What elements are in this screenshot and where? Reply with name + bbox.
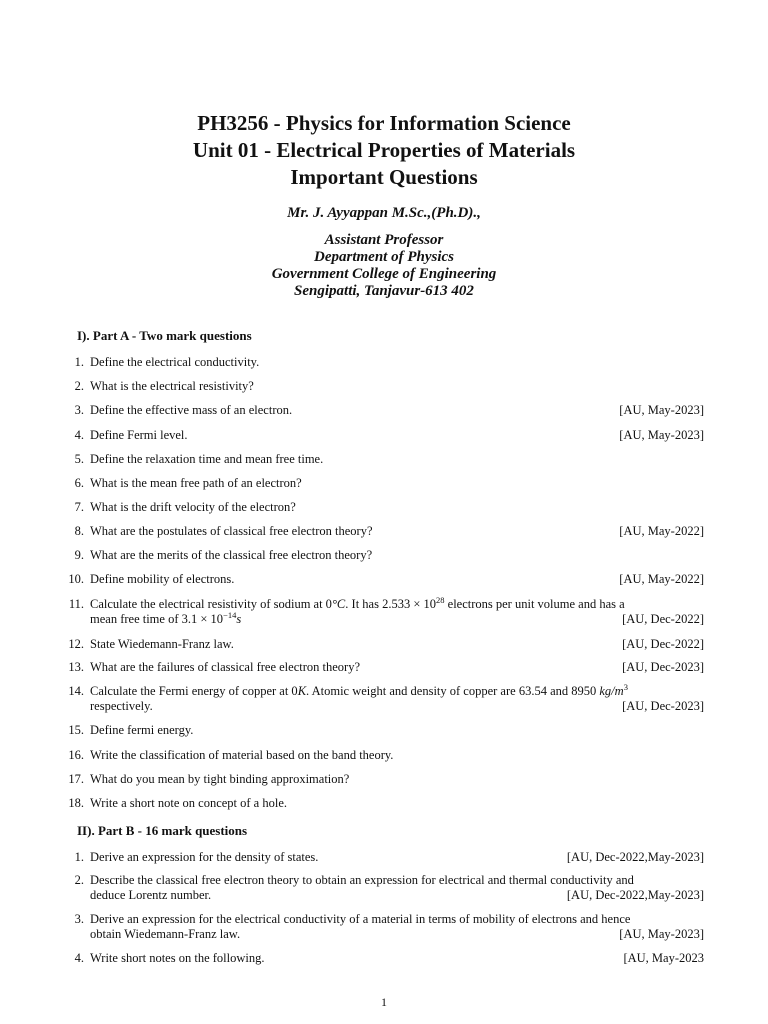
exam-tag: [AU, May-2023 bbox=[623, 951, 704, 965]
page-number: 1 bbox=[381, 995, 387, 1009]
affiliation-line: Government College of Engineering bbox=[271, 266, 497, 282]
exam-tag: [AU, May-2023] bbox=[619, 428, 704, 442]
question-line: Describe the classical free electron theory to obtain an expression for electrical and thermal conductivity and bbox=[90, 873, 634, 887]
question-item: 12. [AU, Dec-2022] State Wiedemann-Franz law. bbox=[68, 637, 704, 651]
exam-tag: [AU, Dec-2023] bbox=[622, 699, 704, 713]
question-item: 9. What are the merits of the classical free electron theory? bbox=[74, 548, 373, 562]
part-a-heading: I). Part A - Two mark questions bbox=[77, 328, 252, 343]
affiliation-line: Assistant Professor bbox=[324, 232, 444, 248]
author: Mr. J. Ayyappan M.Sc.,(Ph.D)., bbox=[287, 205, 481, 221]
question-item: 8. [AU, May-2022] What are the postulates of classical free electron theory? bbox=[74, 524, 704, 538]
exam-tag: [AU, May-2022] bbox=[619, 572, 704, 586]
question-item: 7. What is the drift velocity of the electron? bbox=[74, 500, 296, 514]
exam-tag: [AU, Dec-2022,May-2023] bbox=[566, 850, 704, 864]
affiliation-line: Sengipatti, Tanjavur-613 402 bbox=[294, 283, 474, 299]
question-item: 1. [AU, Dec-2022,May-2023] Derive an expression for the density of states. bbox=[74, 850, 704, 864]
question-item: 17. What do you mean by tight binding approximation? bbox=[68, 772, 350, 786]
exam-tag: [AU, May-2022] bbox=[619, 524, 704, 538]
exam-tag: [AU, Dec-2022] bbox=[622, 637, 704, 651]
exam-tag: [AU, Dec-2022] bbox=[622, 612, 704, 626]
subtitle: Important Questions bbox=[290, 165, 478, 189]
unit-title: Unit 01 - Electrical Properties of Materials bbox=[192, 138, 576, 162]
question-line: [AU, Dec-2022] mean free time of $3.1 \times 10^{-14}s$ bbox=[90, 612, 704, 626]
question-item: 15. Define fermi energy. bbox=[68, 723, 194, 737]
exam-tag: [AU, Dec-2022,May-2023] bbox=[566, 888, 704, 902]
exam-tag: [AU, May-2023] bbox=[619, 927, 704, 941]
affiliation bbox=[0, 232, 768, 300]
question-item: 14. Calculate the Fermi energy of copper at 0K. Atomic weight and density of copper are 63.54 and 8950 $kg/m^3$ [AU, Dec-2023] respectively. bbox=[68, 682, 704, 713]
question-item: 3. Derive an expression for the electrical conductivity of a material in terms of mobility of electrons and hence [AU, May-2023] obtain Wiedemann-Franz law. bbox=[74, 912, 704, 941]
part-b-heading: II). Part B - 16 mark questions bbox=[77, 823, 248, 838]
question-item: 2. Describe the classical free electron theory to obtain an expression for electrical and thermal conductivity and [AU, Dec-2022,May-2023] deduce Lorentz number. bbox=[74, 873, 704, 902]
question-line: [AU, Dec-2023] respectively. bbox=[90, 699, 704, 713]
question-line: Calculate the electrical resistivity of sodium at 0°C. It has $2.533 \times 10^{28}$ electrons per unit volume and has a bbox=[90, 595, 625, 611]
exam-tag: [AU, May-2023] bbox=[619, 403, 704, 417]
question-item: 5. Define the relaxation time and mean free time. bbox=[74, 452, 324, 466]
question-item: 11. Calculate the electrical resistivity of sodium at 0°C. It has $2.533 \times 10^{28}$ electrons per unit volume and has a [AU, Dec-2022] mean free time of $3.1 \times 10^{-14}s$ bbox=[68, 595, 704, 626]
question-item: 13. [AU, Dec-2023] What are the failures of classical free electron theory? bbox=[68, 660, 704, 674]
question-item: 4. [AU, May-2023 Write short notes on the following. bbox=[74, 951, 704, 965]
question-item: 1. Define the electrical conductivity. bbox=[74, 355, 260, 369]
exam-tag: [AU, Dec-2023] bbox=[622, 660, 704, 674]
question-line: [AU, May-2023] obtain Wiedemann-Franz law. bbox=[90, 927, 704, 941]
question-item: 2. What is the electrical resistivity? bbox=[74, 379, 254, 393]
document-title bbox=[0, 110, 768, 191]
question-item: 16. Write the classification of material based on the band theory. bbox=[68, 748, 394, 762]
course-title: PH3256 - Physics for Information Science bbox=[197, 111, 571, 135]
question-line: Calculate the Fermi energy of copper at 0K. Atomic weight and density of copper are 63.54 and 8950 $kg/m^3$ bbox=[90, 682, 628, 698]
question-item: 6. What is the mean free path of an electron? bbox=[74, 476, 302, 490]
question-item: 3. [AU, May-2023] Define the effective mass of an electron. bbox=[74, 403, 704, 417]
affiliation-line: Department of Physics bbox=[314, 249, 454, 265]
question-item: 4. [AU, May-2023] Define Fermi level. bbox=[74, 428, 704, 442]
question-item: 18. Write a short note on concept of a hole. bbox=[68, 796, 287, 810]
question-line: [AU, Dec-2022,May-2023] deduce Lorentz number. bbox=[90, 888, 704, 902]
question-item: 10. [AU, May-2022] Define mobility of electrons. bbox=[68, 572, 704, 586]
question-line: Derive an expression for the electrical conductivity of a material in terms of mobility of electrons and hence bbox=[90, 912, 631, 926]
